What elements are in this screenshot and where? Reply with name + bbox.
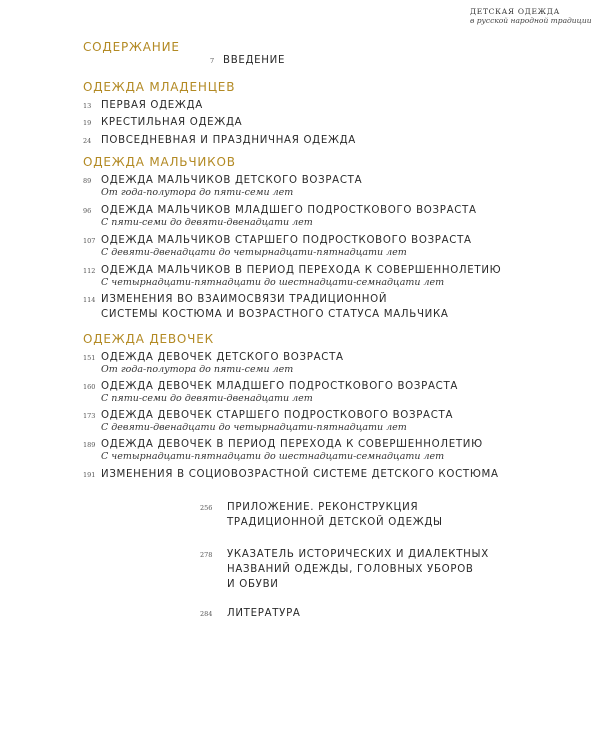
section-heading-infants: ОДЕЖДА МЛАДЕНЦЕВ: [83, 80, 236, 94]
entry-title-line2: НАЗВАНИЙ ОДЕЖДЫ, ГОЛОВНЫХ УБОРОВ: [227, 564, 474, 575]
page-number: 191: [83, 471, 96, 479]
page-number: 7: [210, 57, 215, 65]
entry-subtitle: С пяти-семи до девяти-двенадцати лет: [101, 217, 313, 228]
entry-title-line2: ТРАДИЦИОННОЙ ДЕТСКОЙ ОДЕЖДЫ: [227, 517, 443, 528]
entry-title: ОДЕЖДА МАЛЬЧИКОВ МЛАДШЕГО ПОДРОСТКОВОГО ВОЗРАСТА: [101, 205, 477, 216]
section-heading-girls: ОДЕЖДА ДЕВОЧЕК: [83, 332, 214, 346]
page-number: 189: [83, 441, 96, 449]
entry-title: ИЗМЕНЕНИЯ ВО ВЗАИМОСВЯЗИ ТРАДИЦИОННОЙ: [101, 294, 388, 305]
page-number: 151: [83, 354, 96, 362]
entry-title: ОДЕЖДА МАЛЬЧИКОВ СТАРШЕГО ПОДРОСТКОВОГО ВОЗРАСТА: [101, 235, 472, 246]
entry-title: УКАЗАТЕЛЬ ИСТОРИЧЕСКИХ И ДИАЛЕКТНЫХ: [227, 549, 489, 560]
entry-title: ВВЕДЕНИЕ: [223, 55, 286, 66]
entry-subtitle: От года-полутора до пяти-семи лет: [101, 187, 294, 198]
entry-title: ОДЕЖДА ДЕВОЧЕК В ПЕРИОД ПЕРЕХОДА К СОВЕРШЕННОЛЕТИЮ: [101, 439, 483, 450]
entry-title: КРЕСТИЛЬНАЯ ОДЕЖДА: [101, 117, 243, 128]
page-number: 160: [83, 383, 96, 391]
page-number: 114: [83, 296, 96, 304]
entry-subtitle: С четырнадцати-пятнадцати до шестнадцати-семнадцати лет: [101, 451, 445, 462]
page-number: 173: [83, 412, 96, 420]
entry-title: ОДЕЖДА МАЛЬЧИКОВ В ПЕРИОД ПЕРЕХОДА К СОВЕРШЕННОЛЕТИЮ: [101, 265, 502, 276]
running-header-title: ДЕТСКАЯ ОДЕЖДА: [470, 7, 560, 16]
entry-subtitle: От года-полутора до пяти-семи лет: [101, 364, 294, 375]
entry-subtitle: С четырнадцати-пятнадцати до шестнадцати-семнадцати лет: [101, 277, 445, 288]
entry-title: ПОВСЕДНЕВНАЯ И ПРАЗДНИЧНАЯ ОДЕЖДА: [101, 135, 356, 146]
running-header-subtitle: в русской народной традиции: [470, 15, 592, 25]
page-number: 24: [83, 137, 92, 145]
page-number: 19: [83, 119, 92, 127]
entry-subtitle: С пяти-семи до девяти-двенадцати лет: [101, 393, 313, 404]
page-number: 107: [83, 237, 96, 245]
entry-title-line2: СИСТЕМЫ КОСТЮМА И ВОЗРАСТНОГО СТАТУСА МАЛЬЧИКА: [101, 309, 449, 320]
page-number: 13: [83, 102, 92, 110]
entry-title: ИЗМЕНЕНИЯ В СОЦИОВОЗРАСТНОЙ СИСТЕМЕ ДЕТСКОГО КОСТЮМА: [101, 469, 499, 480]
page-number: 112: [83, 267, 96, 275]
entry-title: ЛИТЕРАТУРА: [227, 608, 301, 619]
running-header: [470, 8, 590, 24]
section-heading-boys: ОДЕЖДА МАЛЬЧИКОВ: [83, 155, 236, 169]
page-number: 256: [200, 504, 213, 512]
page-number: 284: [200, 610, 213, 618]
entry-title: ОДЕЖДА ДЕВОЧЕК МЛАДШЕГО ПОДРОСТКОВОГО ВОЗРАСТА: [101, 381, 459, 392]
entry-title: ОДЕЖДА МАЛЬЧИКОВ ДЕТСКОГО ВОЗРАСТА: [101, 175, 363, 186]
page-number: 89: [83, 177, 92, 185]
entry-title: ОДЕЖДА ДЕВОЧЕК ДЕТСКОГО ВОЗРАСТА: [101, 352, 344, 363]
page-number: 96: [83, 207, 92, 215]
entry-subtitle: С девяти-двенадцати до четырнадцати-пятнадцати лет: [101, 422, 407, 433]
entry-title-line3: И ОБУВИ: [227, 579, 279, 590]
page-number: 278: [200, 551, 213, 559]
entry-title: ПЕРВАЯ ОДЕЖДА: [101, 100, 203, 111]
entry-subtitle: С девяти-двенадцати до четырнадцати-пятнадцати лет: [101, 247, 407, 258]
entry-title: ПРИЛОЖЕНИЕ. РЕКОНСТРУКЦИЯ: [227, 502, 419, 513]
contents-heading: СОДЕРЖАНИЕ: [83, 40, 180, 54]
entry-title: ОДЕЖДА ДЕВОЧЕК СТАРШЕГО ПОДРОСТКОВОГО ВОЗРАСТА: [101, 410, 454, 421]
